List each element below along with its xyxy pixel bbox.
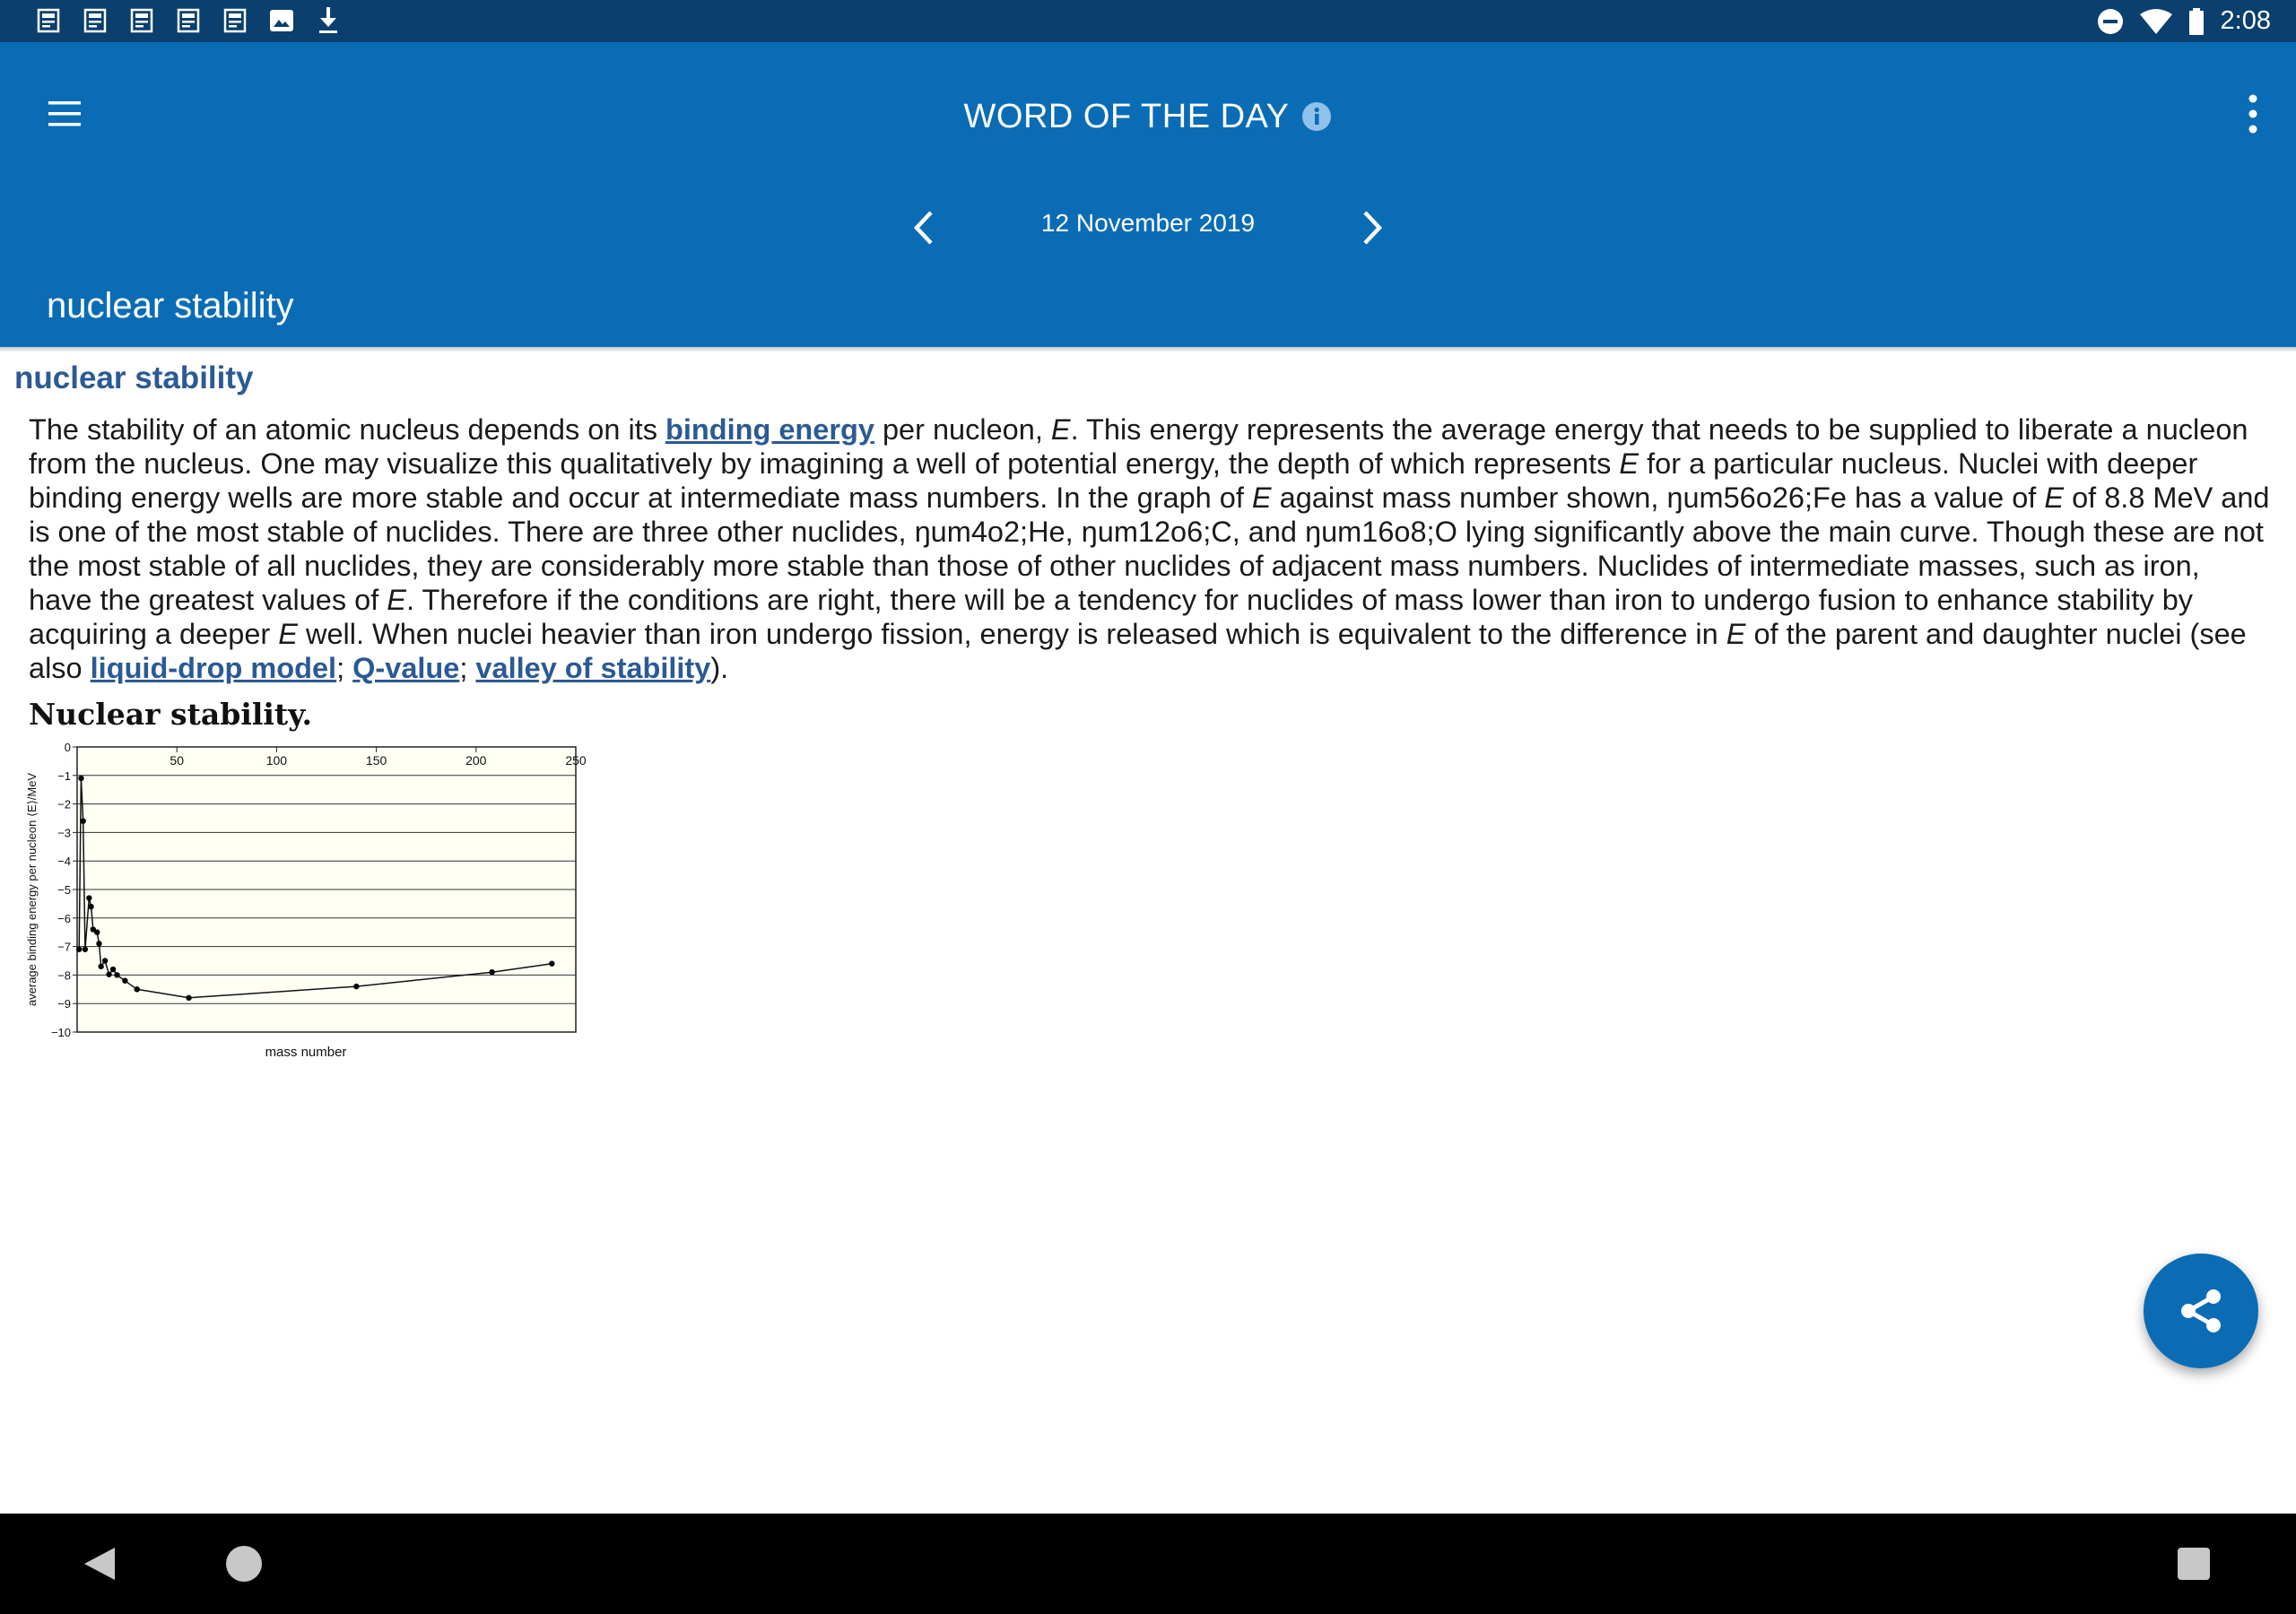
valley-of-stability-link[interactable]: valley of stability: [475, 652, 711, 684]
data-point: [83, 947, 88, 952]
back-icon[interactable]: [83, 1546, 117, 1582]
data-point: [106, 972, 111, 977]
body-text: well. When nuclei heavier than iron undergo fission, energy is released which is equivalent to the difference in: [297, 618, 1726, 650]
news-icon: [224, 9, 246, 32]
x-tick-label: 50: [170, 753, 184, 768]
y-tick-label: −6: [57, 911, 71, 925]
data-point: [76, 947, 82, 952]
x-tick-label: 100: [265, 753, 288, 768]
next-day-icon[interactable]: [1354, 205, 1390, 250]
symbol-e: E: [1050, 413, 1071, 446]
symbol-e: E: [278, 618, 298, 650]
title-group: [0, 94, 2296, 139]
symbol-e: E: [1726, 618, 1746, 650]
data-point: [135, 986, 140, 992]
status-right-group: [2097, 0, 2271, 42]
body-text: The stability of an atomic nucleus depends on its: [29, 413, 665, 446]
body-separator: ;: [459, 652, 476, 684]
body-separator: ;: [336, 652, 353, 684]
y-tick-label: 0: [64, 741, 71, 754]
wifi-icon: [2140, 9, 2172, 34]
q-value-link[interactable]: Q-value: [352, 652, 460, 684]
chart-svg: [22, 740, 587, 1063]
body-text: of the parent and daughter nuclei (see also: [29, 618, 2247, 684]
y-tick-label: −4: [57, 855, 71, 869]
y-tick-label: −2: [57, 797, 71, 811]
y-tick-label: −7: [57, 940, 71, 954]
data-point: [96, 941, 101, 946]
battery-icon: [2188, 8, 2205, 35]
download-icon: [317, 7, 339, 34]
news-icon: [131, 9, 152, 32]
entry-body: [29, 412, 2271, 685]
previous-day-icon[interactable]: [906, 205, 942, 250]
data-point: [122, 978, 127, 984]
data-point: [102, 958, 108, 963]
y-axis-label: average binding energy per nucleon ⟨E⟩/MeV: [25, 772, 39, 1007]
body-text: . Therefore if the conditions are right, there will be a tendency for nuclides of mass lower than iron to undergo fusion to enhance stability by acquiring a deeper: [29, 584, 2194, 650]
data-point: [186, 995, 191, 1001]
y-tick-label: −8: [57, 968, 71, 983]
recents-icon[interactable]: [2178, 1548, 2210, 1580]
app-bar: [0, 42, 2296, 347]
body-text: of 8.8 MeV and is one of the most stable of nuclides. There are three other nuclides, ŋum4o2;He, ŋum12o6;C, and ŋum16o8;O lying significantly above the main curve. Though these are not the most stable of all nuclides, they are considerably more stable than those of other nuclides of adjacent mass numbers. Nuclides of intermediate masses, such as iron, have the greatest values of: [29, 482, 2270, 616]
status-bar: [0, 0, 2296, 42]
entry-heading: nuclear stability: [14, 360, 254, 395]
y-tick-label: −1: [57, 768, 71, 783]
status-time: 2:08: [2220, 6, 2271, 35]
data-point: [80, 818, 85, 823]
x-tick-label: 250: [565, 753, 587, 768]
news-icon: [178, 9, 199, 32]
binding-energy-link[interactable]: binding energy: [665, 413, 874, 446]
data-point: [88, 904, 93, 909]
app-bar-shadow: [0, 347, 2296, 352]
nuclear-stability-chart: [22, 740, 587, 1063]
y-tick-label: −3: [57, 826, 71, 840]
data-point: [110, 967, 116, 972]
data-point: [86, 895, 91, 900]
more-options-icon[interactable]: [2246, 92, 2260, 135]
symbol-e: E: [387, 584, 406, 616]
date-label: 12 November 2019: [1040, 209, 1256, 237]
data-point: [78, 776, 83, 781]
x-tick-label: 200: [465, 753, 487, 768]
x-axis-label: mass number: [265, 1045, 347, 1060]
x-tick-label: 150: [365, 753, 387, 768]
figure-caption: Nuclear stability.: [29, 697, 313, 732]
share-icon: [2178, 1288, 2224, 1334]
home-icon[interactable]: [226, 1546, 262, 1582]
y-tick-label: −9: [57, 997, 71, 1011]
news-icon: [84, 9, 106, 32]
data-point: [353, 984, 359, 989]
word-title: nuclear stability: [47, 286, 294, 325]
info-icon[interactable]: [1301, 101, 1332, 132]
body-text: against mass number shown, ŋum56o26;Fe has a value of: [1271, 482, 2045, 514]
y-tick-label: −5: [57, 883, 71, 897]
symbol-e: E: [2044, 482, 2065, 514]
data-point: [94, 930, 100, 935]
y-tick-label: −10: [50, 1026, 71, 1039]
do-not-disturb-icon: [2097, 8, 2124, 35]
data-point: [114, 972, 119, 977]
news-icon: [38, 9, 59, 32]
data-point: [489, 969, 494, 975]
share-button[interactable]: [2144, 1254, 2258, 1368]
liquid-drop-model-link[interactable]: liquid-drop model: [90, 652, 337, 684]
body-text: ).: [710, 652, 729, 684]
navigation-bar: [0, 1514, 2296, 1614]
image-icon: [270, 10, 293, 31]
symbol-e: E: [1619, 447, 1639, 480]
symbol-e: E: [1251, 482, 1272, 514]
body-text: for a particular nucleus. Nuclei with deeper binding energy wells are more stable and occur at intermediate mass numbers. In the graph of: [29, 447, 2198, 514]
data-point: [98, 964, 103, 969]
body-text: . This energy represents the average energy that needs to be supplied to liberate a nucleon from the nucleus. One may visualize this qualitatively by imagining a well of potential energy, the depth of which represents: [29, 413, 2248, 480]
data-point: [549, 960, 554, 966]
app-title: WORD OF THE DAY: [963, 97, 1290, 135]
body-text: per nucleon,: [874, 413, 1051, 446]
